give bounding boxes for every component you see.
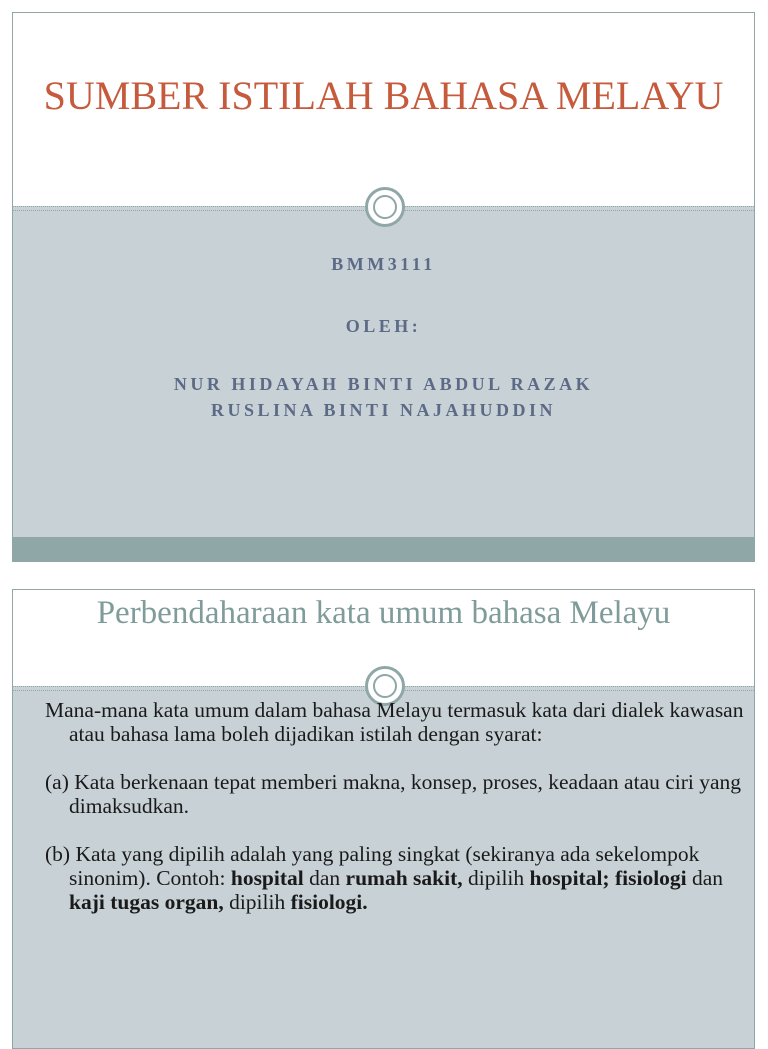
example-alternative: kaji tugas organ, bbox=[69, 890, 224, 914]
connector-text: dan bbox=[309, 866, 341, 890]
course-code: BMM3111 bbox=[331, 254, 436, 274]
author-name: RUSLINA BINTI NAJAHUDDIN bbox=[210, 400, 557, 420]
chosen-text: dipilih bbox=[468, 866, 525, 890]
ring-ornament-icon bbox=[365, 187, 405, 227]
bottom-band bbox=[13, 537, 754, 561]
example-choice: fisiologi. bbox=[290, 890, 368, 914]
example-choice: hospital; bbox=[529, 866, 610, 890]
point-a-paragraph: (a) Kata berkenaan tepat memberi makna, konsep, proses, keadaan atau ciri yang dimaksudkan. bbox=[45, 770, 742, 818]
chosen-text: dipilih bbox=[229, 890, 286, 914]
slide-2 bbox=[12, 589, 755, 1049]
slide-title: SUMBER ISTILAH BAHASA MELAYU bbox=[43, 73, 724, 118]
slide-1-title-area bbox=[13, 13, 754, 206]
example-term: hospital bbox=[230, 866, 304, 890]
example-term: fisiologi bbox=[614, 866, 687, 890]
authors bbox=[13, 371, 754, 423]
example-alternative: rumah sakit, bbox=[345, 866, 463, 890]
slide-body bbox=[45, 698, 745, 938]
author-name: NUR HIDAYAH BINTI ABDUL RAZAK bbox=[173, 374, 594, 394]
intro-paragraph: Mana-mana kata umum dalam bahasa Melayu termasuk kata dari dialek kawasan atau bahasa lama boleh dijadikan istilah dengan syarat: bbox=[45, 698, 744, 746]
connector-text: dan bbox=[692, 866, 724, 890]
slide-1 bbox=[12, 12, 755, 562]
by-label: OLEH: bbox=[345, 316, 422, 336]
point-b-text: (b) Kata yang dipilih adalah yang paling singkat (sekiranya ada sekelompok sinonim). Contoh: bbox=[45, 842, 700, 890]
point-b-paragraph bbox=[45, 842, 745, 914]
slide-title: Perbendaharaan kata umum bahasa Melayu bbox=[96, 595, 671, 631]
